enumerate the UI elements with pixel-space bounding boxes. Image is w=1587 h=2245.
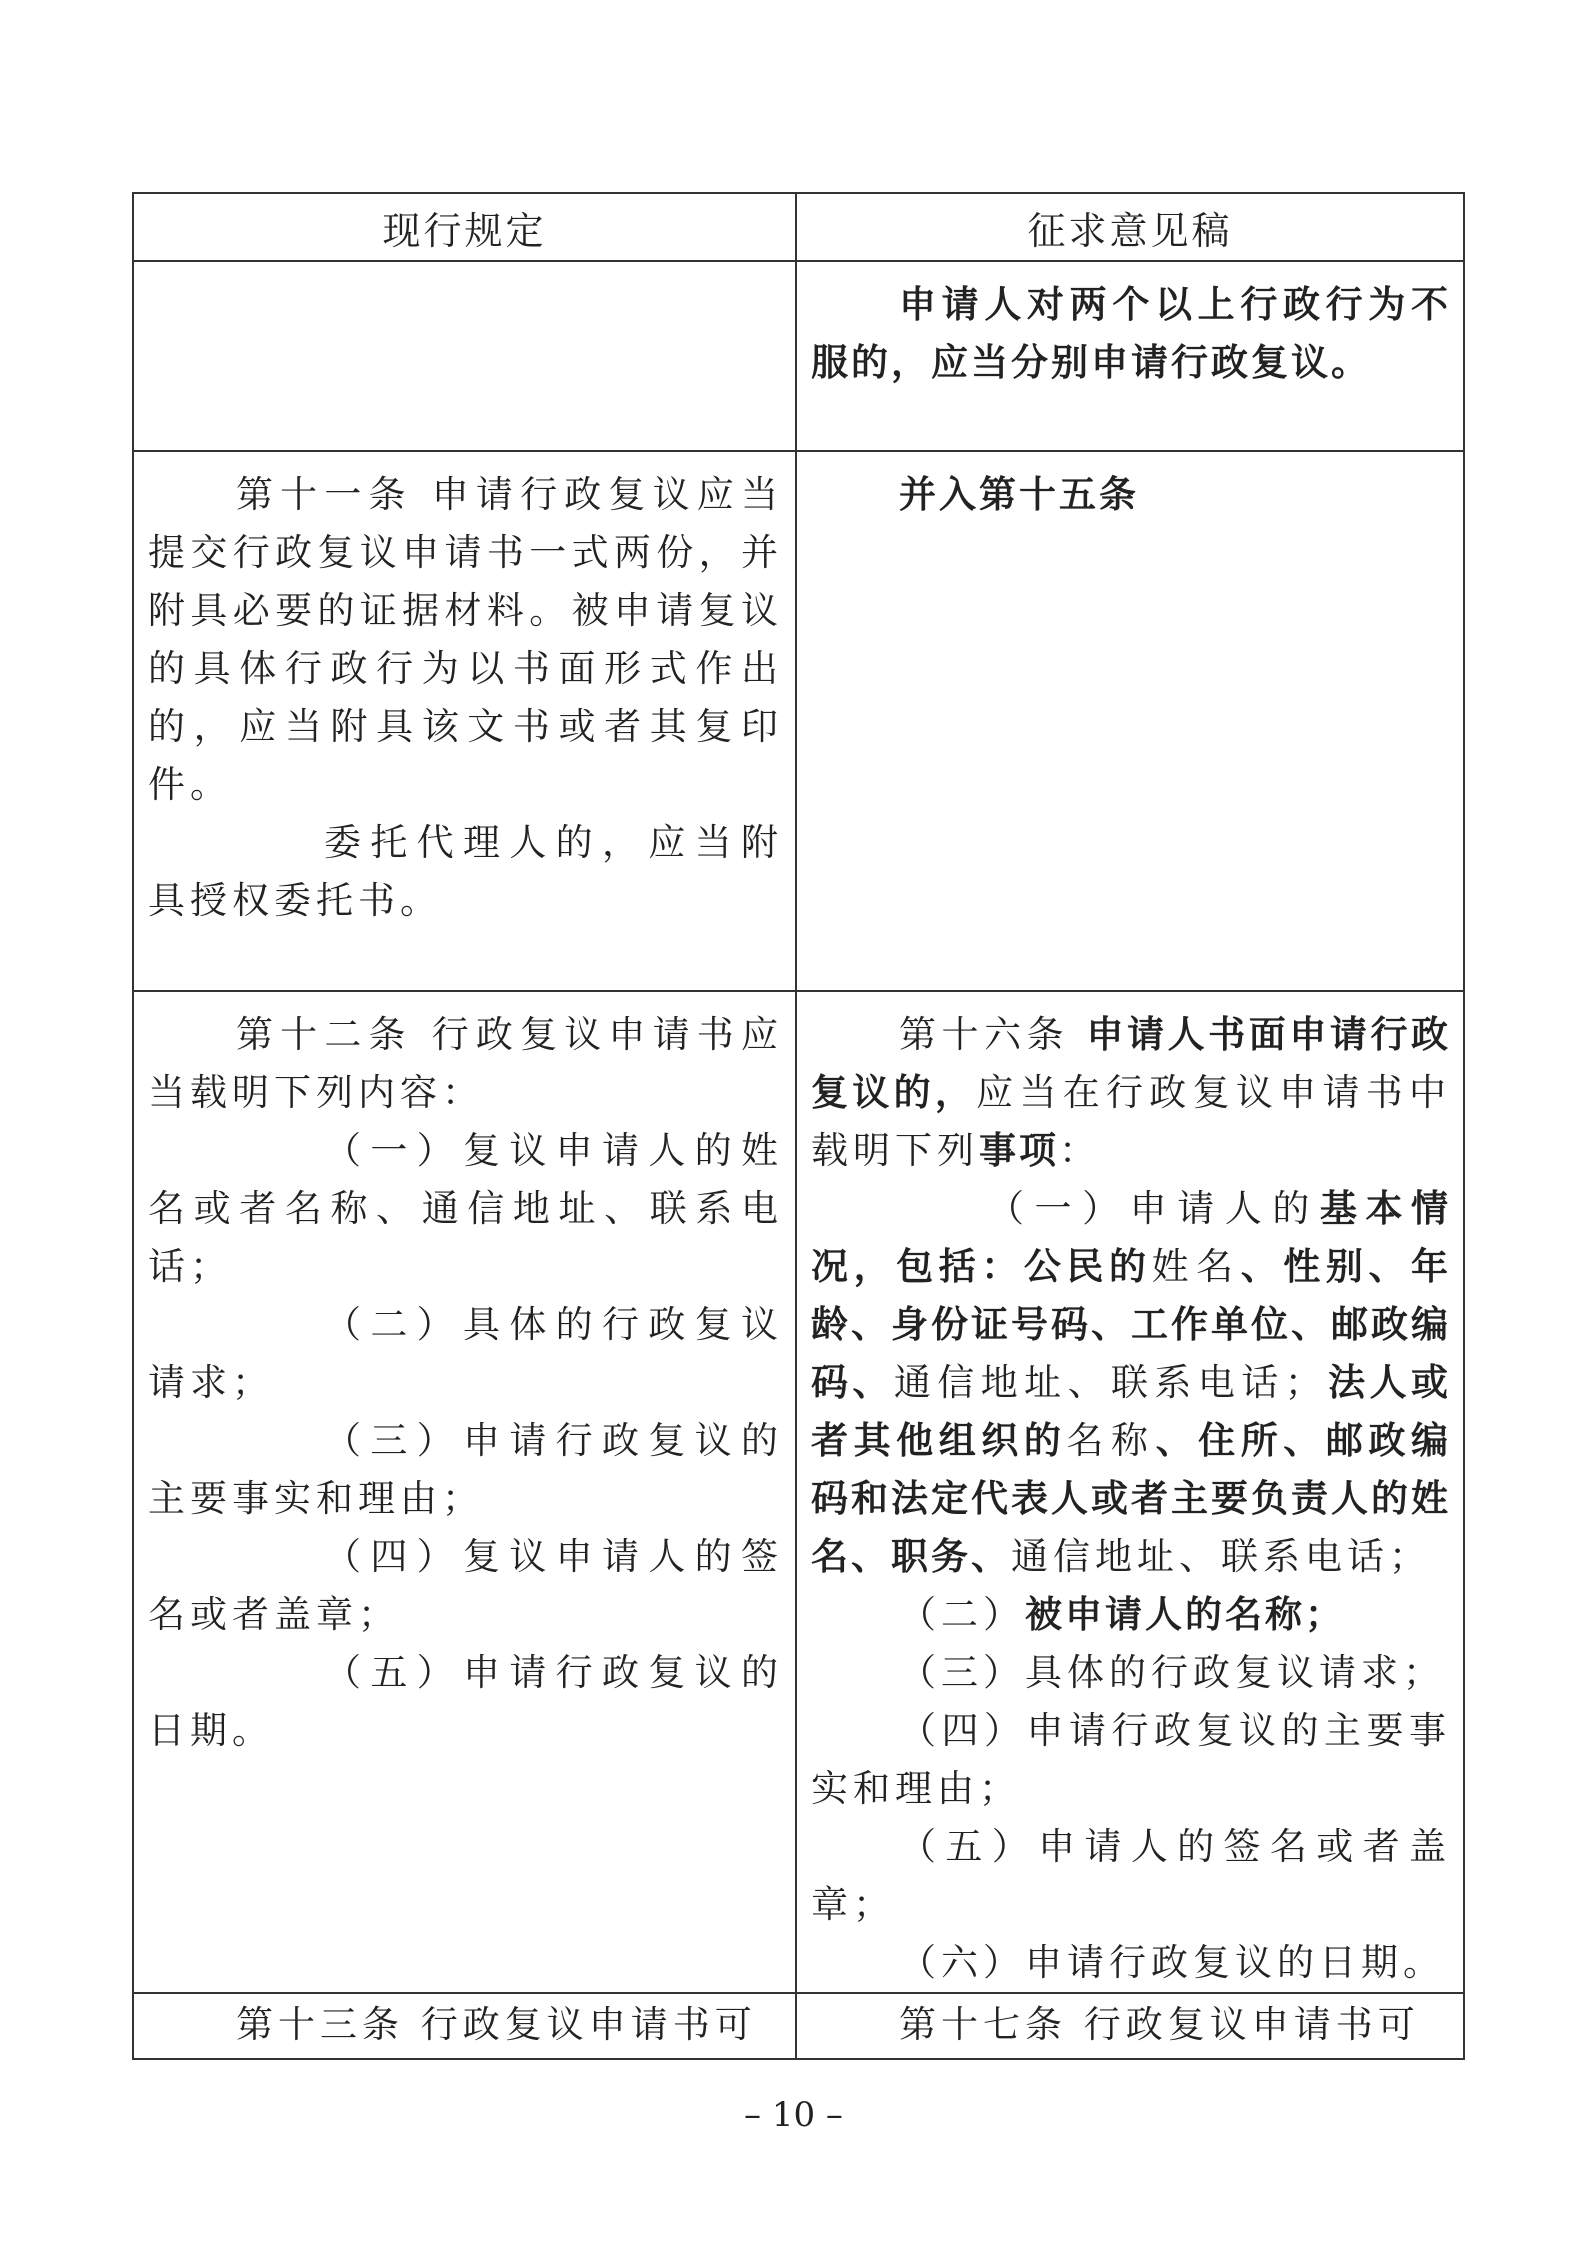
article-12-item-4: （四）复议申请人的签名或者盖章； [148, 1535, 783, 1636]
article-11-paragraph-2: 委托代理人的，应当附具授权委托书。 [148, 821, 783, 922]
article-17-text: 第十七条 行政复议申请书可 [899, 2003, 1420, 2046]
merged-note: 并入第十五条 [899, 473, 1139, 516]
article-12-item-1: （一）复议申请人的姓名或者名称、通信地址、联系电话； [148, 1129, 783, 1288]
current-rule-cell [133, 261, 796, 451]
article-11-text: 第十一条 申请行政复议应当提交行政复议申请书一式两份，并附具必要的证据材料。被申请复议的具体行政行为以书面形式作出的，应当附具该文书或者其复印件。 [148, 473, 783, 806]
article-12-item-2: （二）具体的行政复议请求； [148, 1303, 783, 1404]
draft-rule-cell [796, 261, 1464, 451]
table-row [133, 991, 1464, 1993]
article-12-item-3: （三）申请行政复议的主要事实和理由； [148, 1419, 783, 1520]
page-number: – 10 – [744, 2095, 843, 2135]
article-12-item-5: （五）申请行政复议的日期。 [148, 1651, 783, 1752]
table-row [133, 451, 1464, 991]
draft-rule-cell [796, 991, 1464, 1993]
draft-rule-cell [796, 1993, 1464, 2059]
header-current-rules: 现行规定 [133, 193, 796, 261]
current-rule-cell [133, 1993, 796, 2059]
article-13-text: 第十三条 行政复议申请书可 [236, 2003, 757, 2046]
article-16-item-2: （二）被申请人的名称； [899, 1593, 1345, 1636]
article-16-item-6: （六）申请行政复议的日期。 [899, 1941, 1445, 1984]
draft-clause-text: 申请人对两个以上行政行为不服的，应当分别申请行政复议。 [811, 283, 1451, 384]
table-row [133, 261, 1464, 451]
article-16-item-3: （三）具体的行政复议请求； [899, 1651, 1445, 1694]
current-rule-cell [133, 451, 796, 991]
draft-rule-cell [796, 451, 1464, 991]
table-header-row [133, 193, 1464, 261]
table-row [133, 1993, 1464, 2059]
article-16-intro: 第十六条 申请人书面申请行政复议的，应当在行政复议申请书中载明下列事项： [811, 1013, 1452, 1172]
article-16-item-5: （五）申请人的签名或者盖章； [811, 1825, 1451, 1926]
article-16-item-1: （一）申请人的基本情况，包括：公民的姓名、性别、年龄、身份证号码、工作单位、邮政编码、通信地址、联系电话；法人或者其他组织的名称、住所、邮政编码和法定代表人或者主要负责人的姓名、职务、通信地址、联系电话； [811, 1187, 1452, 1578]
current-rule-cell [133, 991, 796, 1993]
header-draft-rules: 征求意见稿 [796, 193, 1464, 261]
article-12-intro: 第十二条 行政复议申请书应当载明下列内容： [148, 1013, 783, 1114]
article-16-item-4: （四）申请行政复议的主要事实和理由； [811, 1709, 1451, 1810]
comparison-table [132, 192, 1465, 2060]
